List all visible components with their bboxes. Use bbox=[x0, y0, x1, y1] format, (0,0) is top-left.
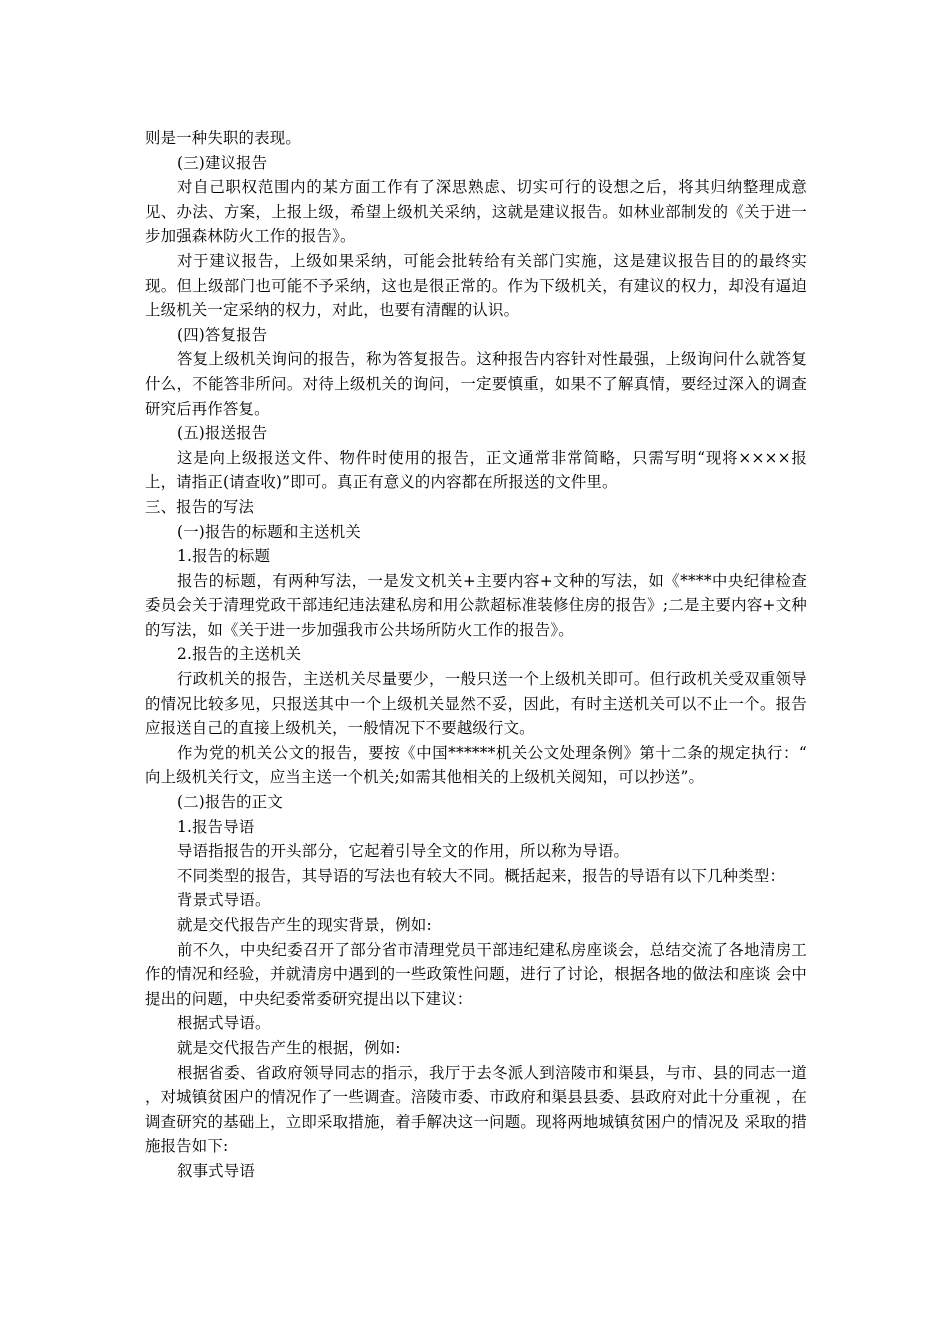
paragraph-6: 答复上级机关询问的报告，称为答复报告。这种报告内容针对性最强，上级询问什么就答复什么，不能答非所问。对待上级机关的询问，一定要慎重，如果不了解真情，要经过深入的调查研究后再作答复。 bbox=[145, 350, 807, 418]
paragraph-15: 作为党的机关公文的报告，要按《中国******机关公文处理条例》第十二条的规定执行：“ 向上级机关行文，应当主送一个机关;如需其他相关的上级机关阅知，可以抄送”。 bbox=[145, 743, 807, 787]
heading-genju-daoyu: 根据式导语。 bbox=[177, 1014, 271, 1033]
heading-baogao-biaoti: 1.报告的标题 bbox=[177, 547, 271, 566]
paragraph-25: 根据省委、省政府领导同志的指示，我厅于去冬派人到涪陵市和渠县，与市、县的同志一道 ，对城镇贫困户的情况作了一些调查。涪陵市委、市政府和渠县县委、县政府对此十分重视 ，在调查研究的基础上，立即采取措施，着手解决这一问题。现将两地城镇贫困户的情况及 采取的措施报告如下: bbox=[145, 1063, 807, 1156]
heading-baosong-baogao: (五)报送报告 bbox=[177, 424, 268, 443]
heading-xushi-daoyu: 叙事式导语 bbox=[177, 1161, 255, 1180]
section-heading-xiefa: 三、报告的写法 bbox=[145, 497, 255, 516]
paragraph-14: 行政机关的报告，主送机关尽量要少，一般只送一个上级机关即可。但行政机关受双重领导的情况比较多见，只报送其中一个上级机关显然不妥，因此，有时主送机关可以不止一个。报告应报送自己的直接上级机关，一般情况下不要越级行文。 bbox=[145, 670, 807, 738]
heading-daoyu: 1.报告导语 bbox=[177, 817, 255, 836]
heading-biaoti-zhusong: (一)报告的标题和主送机关 bbox=[177, 522, 361, 541]
heading-beijing-daoyu: 背景式导语。 bbox=[177, 891, 271, 910]
paragraph-3: 对自己职权范围内的某方面工作有了深思熟虑、切实可行的设想之后，将其归纳整理成意见、办法、方案，上报上级，希望上级机关采纳，这就是建议报告。如林业部制发的《关于进一步加强森林防火工作的报告》。 bbox=[145, 178, 807, 246]
heading-dafu-baogao: (四)答复报告 bbox=[177, 325, 268, 344]
paragraph-8: 这是向上级报送文件、物件时使用的报告，正文通常非常简略，只需写明“现将××××报上，请指正(请查收)”即可。真正有意义的内容都在所报送的文件里。 bbox=[145, 448, 807, 492]
paragraph-12: 报告的标题，有两种写法，一是发文机关+主要内容+文种的写法，如《****中央纪律检查委员会关于清理党政干部违纪违法建私房和用公款超标准装修住房的报告》;二是主要内容+文种的写法，如《关于进一步加强我市公共场所防火工作的报告》。 bbox=[145, 571, 807, 639]
paragraph-22: 前不久，中央纪委召开了部分省市清理党员干部违纪建私房座谈会，总结交流了各地清房工 作的情况和经验，并就清房中遇到的一些政策性问题，进行了讨论，根据各地的做法和座谈 会中提出的问题，中央纪委常委研究提出以下建议： bbox=[145, 940, 807, 1008]
paragraph-18: 导语指报告的开头部分，它起着引导全文的作用，所以称为导语。 bbox=[177, 842, 630, 861]
paragraph-19: 不同类型的报告，其导语的写法也有较大不同。概括起来，报告的导语有以下几种类型： bbox=[177, 866, 786, 885]
paragraph-21: 就是交代报告产生的现实背景，例如: bbox=[177, 916, 432, 934]
paragraph-24: 就是交代报告产生的根据，例如: bbox=[177, 1038, 401, 1057]
heading-zhengwen: (二)报告的正文 bbox=[177, 793, 283, 812]
heading-jianyi-baogao: (三)建议报告 bbox=[177, 153, 268, 172]
document-page bbox=[145, 126, 807, 1184]
paragraph-1: 则是一种失职的表现。 bbox=[145, 129, 301, 147]
paragraph-4: 对于建议报告，上级如果采纳，可能会批转给有关部门实施，这是建议报告目的的最终实现。但上级部门也可能不予采纳，这也是很正常的。作为下级机关，有建议的权力，却没有逼迫上级机关一定采纳的权力，对此，也要有清醒的认识。 bbox=[145, 251, 807, 320]
heading-zhusong-jiguan: 2.报告的主送机关 bbox=[177, 645, 302, 664]
